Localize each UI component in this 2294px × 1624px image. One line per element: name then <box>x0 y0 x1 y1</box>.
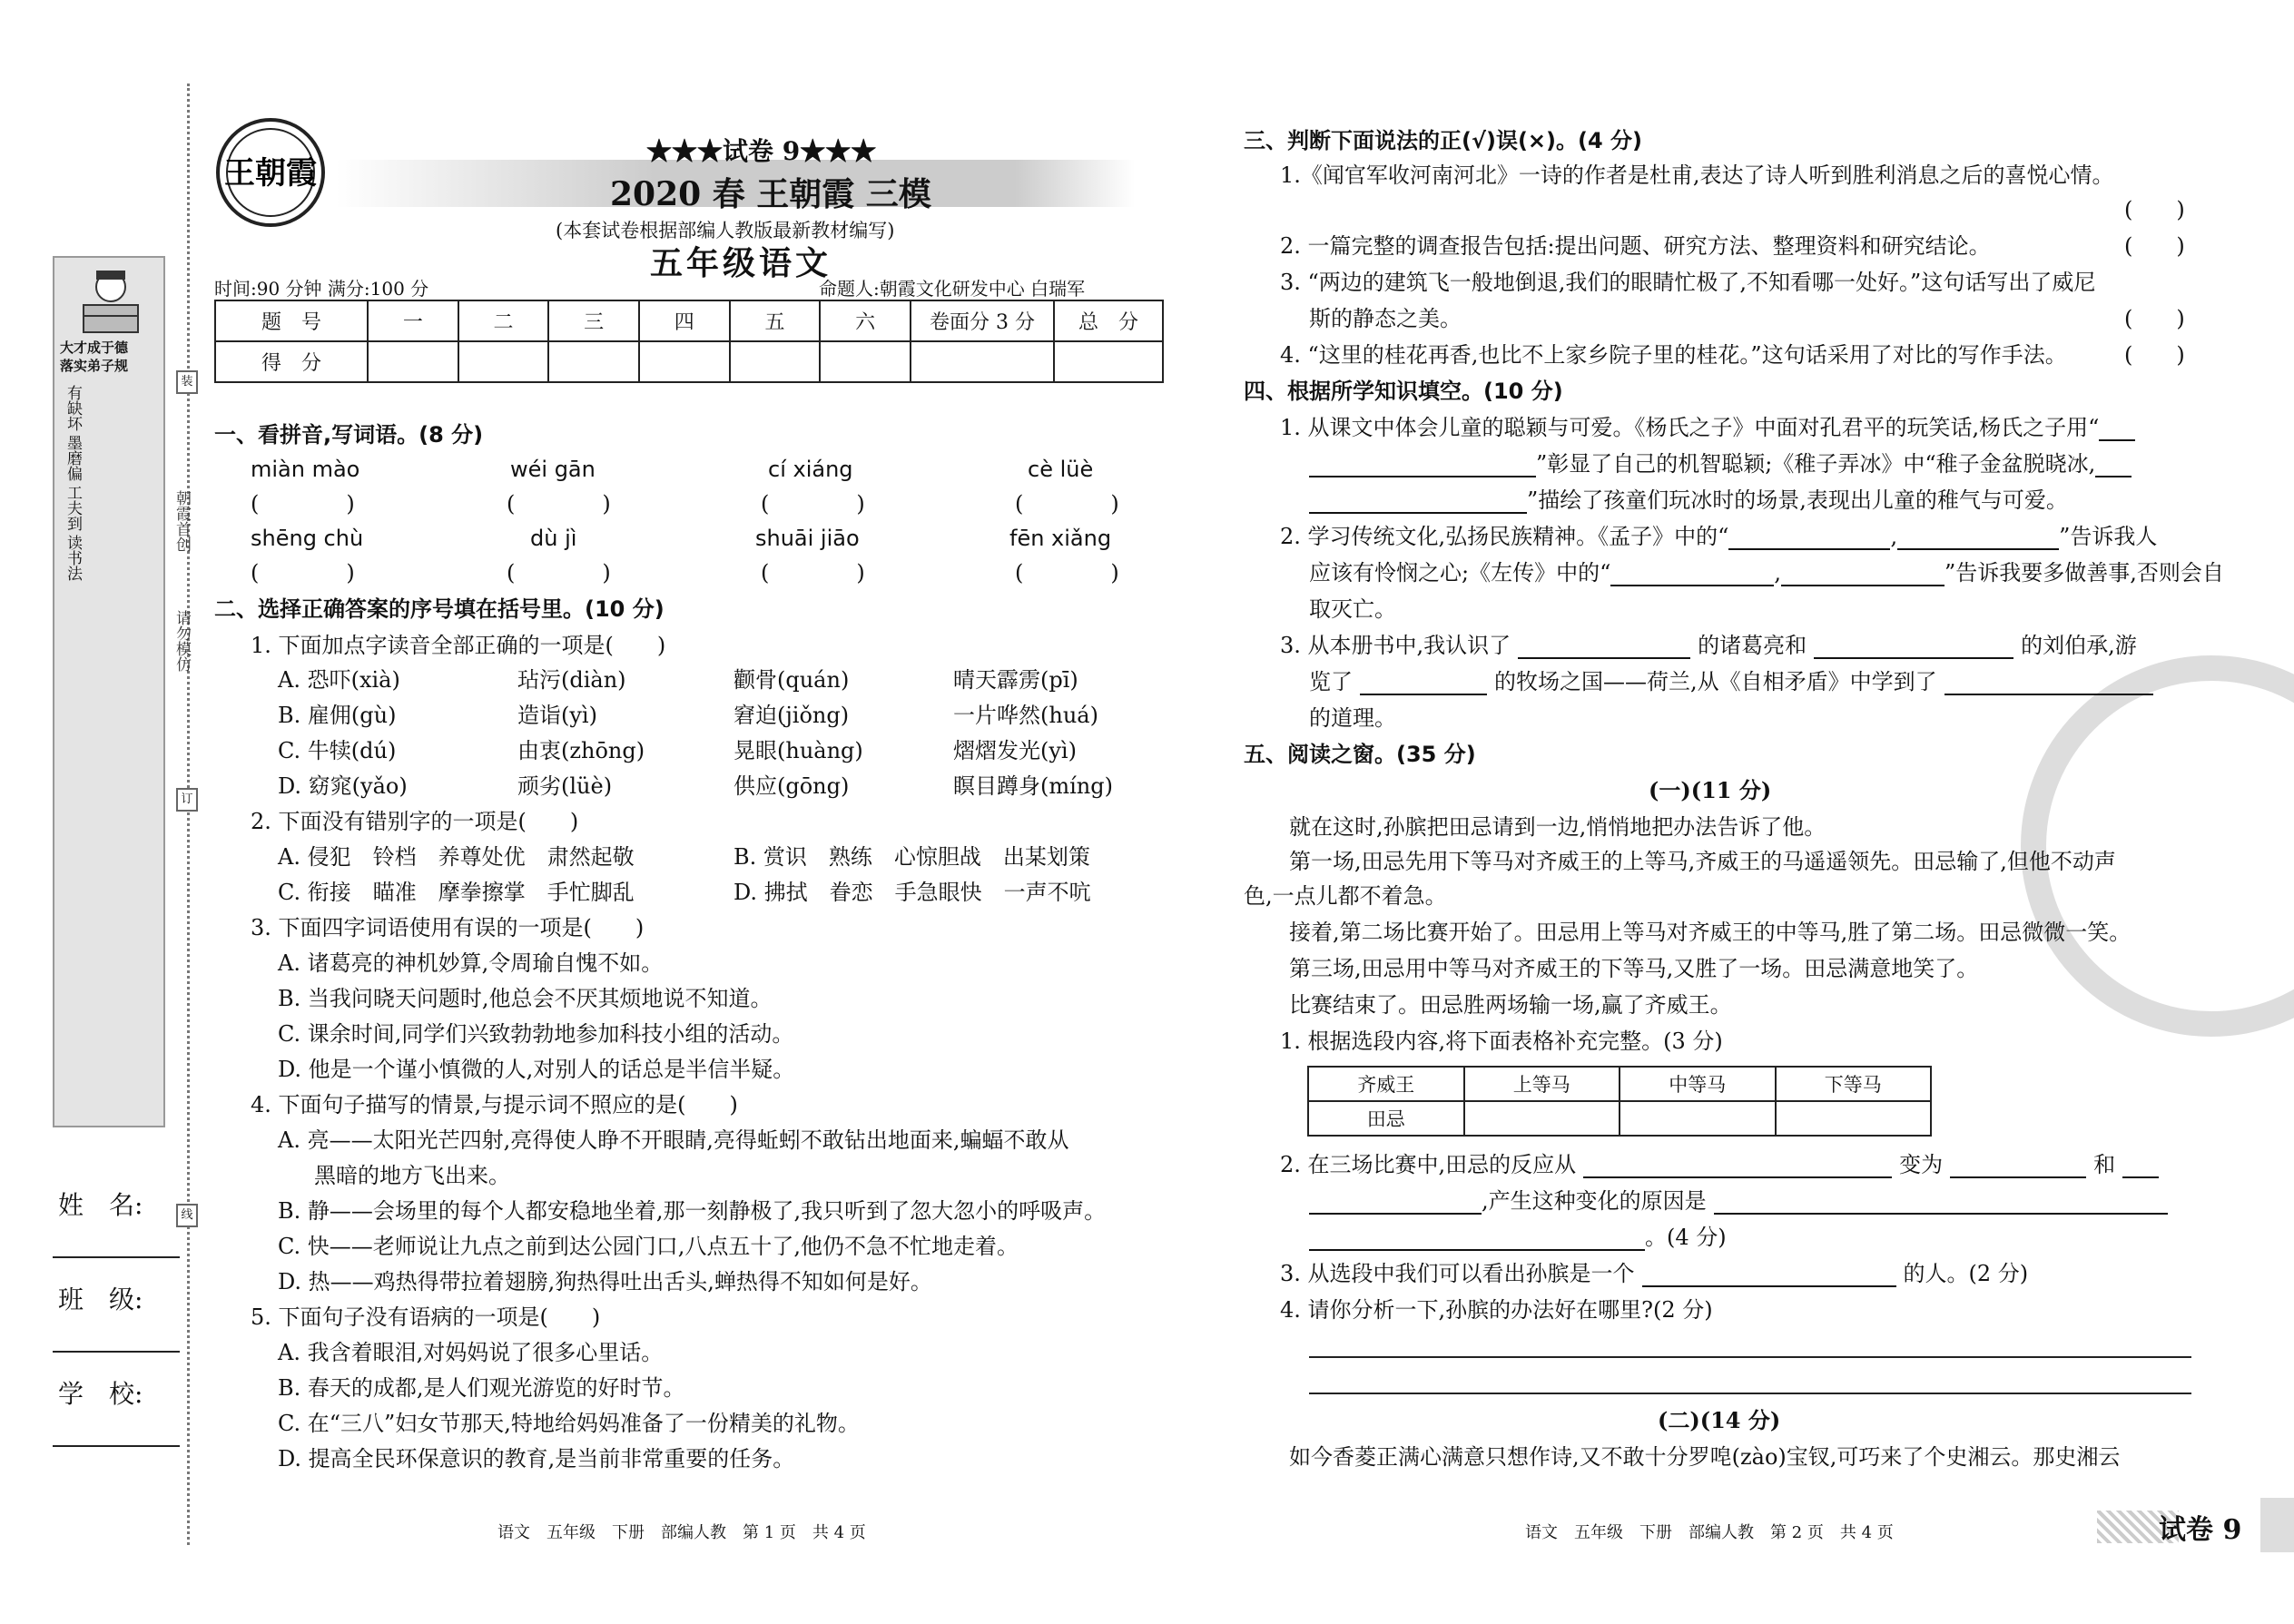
option: D. 拂拭 眷恋 手急眼快 一声不吭 <box>733 880 1091 905</box>
score-cell[interactable] <box>1054 341 1163 382</box>
corner-tab <box>2260 1498 2294 1552</box>
option: C. 在“三八”妇女节那天,特地给妈妈准备了一份精美的礼物。 <box>278 1411 860 1436</box>
reading-q2c: 。(4 分) <box>1309 1224 1727 1251</box>
answer-paren[interactable]: ( ) <box>507 491 611 517</box>
answer-paren[interactable]: ( ) <box>1015 491 1119 517</box>
reading-q4: 4. 请你分析一下,孙膑的办法好在哪里?(2 分) <box>1280 1297 1713 1323</box>
fill-2c: 取灭亡。 <box>1309 596 1396 622</box>
score-header-cell: 题 号 <box>215 300 368 341</box>
judge-3-cont: 斯的静态之美。 <box>1309 306 1462 331</box>
section2-heading: 二、选择正确答案的序号填在括号里。(10 分) <box>214 596 665 622</box>
option: B. 赏识 熟练 心惊胆战 出某划策 <box>733 844 1090 870</box>
pinyin-2: wéi gān <box>510 457 596 482</box>
vertical-note-1: 朝霞首创 <box>172 490 191 552</box>
option: 晴天霹雳(pī) <box>953 667 1078 693</box>
time-score: 时间:90 分钟 满分:100 分 <box>214 278 429 300</box>
score-cell[interactable] <box>820 341 911 382</box>
fill-3b: 览了 的牧场之国——荷兰,从《自相矛盾》中学到了 <box>1309 668 2161 695</box>
watermark-seal <box>2021 655 2294 1037</box>
section5-heading: 五、阅读之窗。(35 分) <box>1244 742 1476 767</box>
judge-paren[interactable]: ( ) <box>2124 197 2185 222</box>
reading-q2: 2. 在三场比赛中,田忌的反应从 变为 和 <box>1280 1151 2159 1178</box>
binding-marker-3: 线 <box>176 1204 198 1227</box>
sidebar-motto-panel <box>53 256 165 1127</box>
score-table <box>214 300 1164 383</box>
class-label: 班 级: <box>58 1284 143 1314</box>
option: 窘迫(jiǒng) <box>733 703 850 728</box>
passage-para-2: 第一场,田忌先用下等马对齐威王的上等马,齐威王的马遥遥领先。田忌输了,但他不动声 <box>1289 849 2116 874</box>
reading-q3: 3. 从选段中我们可以看出孙膑是一个 的人。(2 分) <box>1280 1261 2029 1286</box>
fill-2b: 应该有怜悯之心;《左传》中的“ , ”告诉我要多做善事,否则会自 <box>1309 560 2224 586</box>
judge-3: 3. “两边的建筑飞一般地倒退,我们的眼睛忙极了,不知看哪一处好。”这句话写出了威尼 <box>1280 270 2096 295</box>
table-row <box>215 341 1163 382</box>
score-cell[interactable] <box>368 341 458 382</box>
binding-marker-1: 装 <box>176 370 198 394</box>
option: A. 我含着眼泪,对妈妈说了很多心里话。 <box>278 1340 664 1365</box>
section4-heading: 四、根据所学知识填空。(10 分) <box>1244 379 1563 404</box>
school-label: 学 校: <box>58 1379 143 1409</box>
motto-text <box>62 385 158 1111</box>
table-row <box>1308 1067 1931 1101</box>
answer-line[interactable] <box>1309 1393 2191 1394</box>
option: A. 诸葛亮的神机妙算,令周瑜自愧不如。 <box>278 950 664 976</box>
motto-title-1: 大才成于德 <box>60 340 129 356</box>
binding-dotted-line <box>187 84 190 1545</box>
horse-answer-cell[interactable] <box>1464 1101 1620 1136</box>
option: A. 侵犯 铃档 养尊处优 肃然起敬 <box>278 844 635 870</box>
score-header-cell: 四 <box>639 300 730 341</box>
score-header-cell: 六 <box>820 300 911 341</box>
option: D. 窈窕(yǎo) <box>278 773 408 799</box>
score-header-cell: 五 <box>730 300 821 341</box>
class-field[interactable] <box>53 1351 180 1353</box>
score-header-cell: 卷面分 3 分 <box>911 300 1054 341</box>
option: 晃眼(huàng) <box>733 738 863 763</box>
section1-heading: 一、看拼音,写词语。(8 分) <box>214 422 484 448</box>
author-line: 命题人:朝霞文化研发中心 白瑞军 <box>819 278 1086 300</box>
option: 供应(gōng) <box>733 773 850 799</box>
exam-title: 2020 春 王朝霞 三模 <box>610 175 931 213</box>
question-2-4: 4. 下面句子描写的情景,与提示词不照应的是( ) <box>251 1092 738 1117</box>
horse-header-cell: 下等马 <box>1776 1067 1932 1101</box>
horse-header-cell: 中等马 <box>1620 1067 1776 1101</box>
horse-answer-cell[interactable] <box>1776 1101 1932 1136</box>
pinyin-5: shēng chù <box>251 526 364 551</box>
option: 一片哗然(huá) <box>953 703 1098 728</box>
option: 熠熠发光(yì) <box>953 738 1077 763</box>
horse-table <box>1307 1066 1932 1137</box>
judge-4: 4. “这里的桂花再香,也比不上家乡院子里的桂花。”这句话采用了对比的写作手法。 <box>1280 342 2067 368</box>
score-cell[interactable] <box>458 341 549 382</box>
reading-part-2: (二)(14 分) <box>1658 1407 1781 1433</box>
score-header-cell: 二 <box>458 300 549 341</box>
answer-paren[interactable]: ( ) <box>251 560 355 586</box>
reading-q2b: ,产生这种变化的原因是 <box>1309 1187 2168 1215</box>
table-row <box>1308 1101 1931 1136</box>
option: 顽劣(lüè) <box>517 773 613 799</box>
passage-para-4: 第三场,田忌用中等马对齐威王的下等马,又胜了一场。田忌满意地笑了。 <box>1289 956 1979 981</box>
passage-para-1: 就在这时,孙膑把田忌请到一边,悄悄地把办法告诉了他。 <box>1289 814 1826 840</box>
pinyin-1: miàn mào <box>251 457 360 482</box>
score-header-cell: 总 分 <box>1054 300 1163 341</box>
option: D. 热——鸡热得带拉着翅膀,狗热得吐出舌头,蝉热得不知如何是好。 <box>278 1269 932 1294</box>
score-cell[interactable] <box>548 341 639 382</box>
answer-paren[interactable]: ( ) <box>1015 560 1119 586</box>
score-cell[interactable] <box>911 341 1054 382</box>
judge-2: 2. 一篇完整的调查报告包括:提出问题、研究方法、整理资料和研究结论。 <box>1280 233 1991 259</box>
passage-para-3: 接着,第二场比赛开始了。田忌用上等马对齐威王的中等马,胜了第二场。田忌微微一笑。 <box>1289 920 2132 945</box>
question-2-2: 2. 下面没有错别字的一项是( ) <box>251 809 579 834</box>
motto-block-2: 墨磨偏 <box>64 435 82 481</box>
school-field[interactable] <box>53 1445 180 1447</box>
footer-left: 语文 五年级 下册 部编人教 第 1 页 共 4 页 <box>497 1523 866 1542</box>
binding-marker-2: 订 <box>176 788 198 812</box>
exam-subtitle: (本套试卷根据部编人教版最新教材编写) <box>556 220 895 241</box>
pinyin-4: cè lüè <box>1028 457 1094 482</box>
fill-3: 3. 从本册书中,我认识了 的诸葛亮和 的刘伯承,游 <box>1280 633 2137 658</box>
option: C. 课余时间,同学们兴致勃勃地参加科技小组的活动。 <box>278 1021 794 1047</box>
question-2-3: 3. 下面四字词语使用有误的一项是( ) <box>251 915 645 940</box>
option: B. 静——会场里的每个人都安稳地坐着,那一刻静极了,我只听到了忽大忽小的呼吸声。 <box>278 1198 1107 1224</box>
option: 颧骨(quán) <box>733 667 850 693</box>
pinyin-3: cí xiáng <box>768 457 853 482</box>
passage-2-para-1: 如今香菱正满心满意只想作诗,又不敢十分罗唣(zào)宝钗,可巧来了个史湘云。那史湘云 <box>1289 1444 2121 1470</box>
answer-paren[interactable]: ( ) <box>251 491 355 517</box>
question-2-1: 1. 下面加点字读音全部正确的一项是( ) <box>251 633 666 658</box>
passage-para-5: 比赛结束了。田忌胜两场输一场,赢了齐威王。 <box>1289 992 1732 1018</box>
judge-paren[interactable]: ( ) <box>2124 233 2185 259</box>
option: D. 他是一个谨小慎微的人,对别人的话总是半信半疑。 <box>278 1057 795 1082</box>
pinyin-7: shuāi jiāo <box>755 526 860 551</box>
reading-part-1: (一)(11 分) <box>1649 777 1772 803</box>
paper-tag: 试卷 9 <box>2159 1514 2242 1546</box>
option: B. 雇佣(gù) <box>278 703 397 728</box>
horse-header-cell: 齐威王 <box>1308 1067 1464 1101</box>
fill-1c: ”描绘了孩童们玩冰时的场景,表现出儿童的稚气与可爱。 <box>1309 487 2068 514</box>
passage-para-2-cont: 色,一点儿都不着急。 <box>1244 883 1447 909</box>
name-label: 姓 名: <box>58 1190 143 1220</box>
table-row <box>215 300 1163 341</box>
pinyin-6: dù jì <box>530 526 577 551</box>
brand-logo-icon <box>214 116 327 229</box>
motto-block-3: 工夫到 <box>64 485 82 531</box>
judge-paren[interactable]: ( ) <box>2124 342 2185 368</box>
option: D. 提高全民环保意识的教育,是当前非常重要的任务。 <box>278 1446 795 1471</box>
option: B. 当我问晓天问题时,他总会不厌其烦地说不知道。 <box>278 986 773 1011</box>
option: 玷污(diàn) <box>517 667 626 693</box>
fill-1b: ”彰显了自己的机智聪颖;《稚子弄冰》中“稚子金盆脱晓冰, <box>1309 450 2132 477</box>
answer-paren[interactable]: ( ) <box>761 560 865 586</box>
answer-line[interactable] <box>1309 1356 2191 1358</box>
option: 由衷(zhōng) <box>517 738 645 763</box>
reading-q1: 1. 根据选段内容,将下面表格补充完整。(3 分) <box>1280 1029 1723 1054</box>
option: A. 亮——太阳光芒四射,亮得使人睁不开眼睛,亮得蚯蚓不敢钻出地面来,蝙蝠不敢从 <box>278 1127 1069 1153</box>
option: C. 衔接 瞄准 摩拳擦掌 手忙脚乱 <box>278 880 635 905</box>
svg-text:王朝霞: 王朝霞 <box>224 155 317 192</box>
horse-row-label: 田忌 <box>1308 1101 1464 1136</box>
score-header-cell: 三 <box>548 300 639 341</box>
scholar-illustration-icon <box>74 265 147 338</box>
exam-banner: ★★★试卷 9★★★ <box>646 136 877 166</box>
option: 瞑目蹲身(míng) <box>953 773 1113 799</box>
score-cell[interactable] <box>639 341 730 382</box>
horse-header-cell: 上等马 <box>1464 1067 1620 1101</box>
option: B. 春天的成都,是人们观光游览的好时节。 <box>278 1375 685 1401</box>
motto-block-1: 有缺坏 <box>64 385 82 431</box>
motto-block-4: 读书法 <box>64 535 82 581</box>
footer-right: 语文 五年级 下册 部编人教 第 2 页 共 4 页 <box>1525 1523 1894 1542</box>
section3-heading: 三、判断下面说法的正(√)误(×)。(4 分) <box>1244 128 1642 153</box>
score-header-cell: 一 <box>368 300 458 341</box>
fill-2: 2. 学习传统文化,弘扬民族精神。《孟子》中的“ , ”告诉我人 <box>1280 524 2158 549</box>
subject-title: 五年级语文 <box>650 244 832 282</box>
answer-paren[interactable]: ( ) <box>507 560 611 586</box>
judge-1: 1.《闻官军收河南河北》一诗的作者是杜甫,表达了诗人听到胜利消息之后的喜悦心情。 <box>1280 162 2114 188</box>
score-row-label: 得 分 <box>215 341 368 382</box>
motto-title-2: 落实弟子规 <box>60 358 129 374</box>
fill-1: 1. 从课文中体会儿童的聪颖与可爱。《杨氏之子》中面对孔君平的玩笑话,杨氏之子用“ <box>1280 414 2135 441</box>
vertical-note-2: 请勿模仿 <box>172 610 191 672</box>
option: 造诣(yì) <box>517 703 597 728</box>
option: C. 牛犊(dú) <box>278 738 397 763</box>
score-cell[interactable] <box>730 341 821 382</box>
option: A. 恐吓(xià) <box>278 667 400 693</box>
option: C. 快——老师说让九点之前到达公园门口,八点五十了,他仍不急不忙地走着。 <box>278 1234 1019 1259</box>
judge-paren[interactable]: ( ) <box>2124 306 2185 331</box>
answer-paren[interactable]: ( ) <box>761 491 865 517</box>
pinyin-8: fēn xiǎng <box>1009 526 1112 551</box>
question-2-5: 5. 下面句子没有语病的一项是( ) <box>251 1304 601 1330</box>
fill-3c: 的道理。 <box>1309 705 1396 731</box>
name-field[interactable] <box>53 1256 180 1258</box>
horse-answer-cell[interactable] <box>1620 1101 1776 1136</box>
option-continued: 黑暗的地方飞出来。 <box>314 1163 510 1188</box>
